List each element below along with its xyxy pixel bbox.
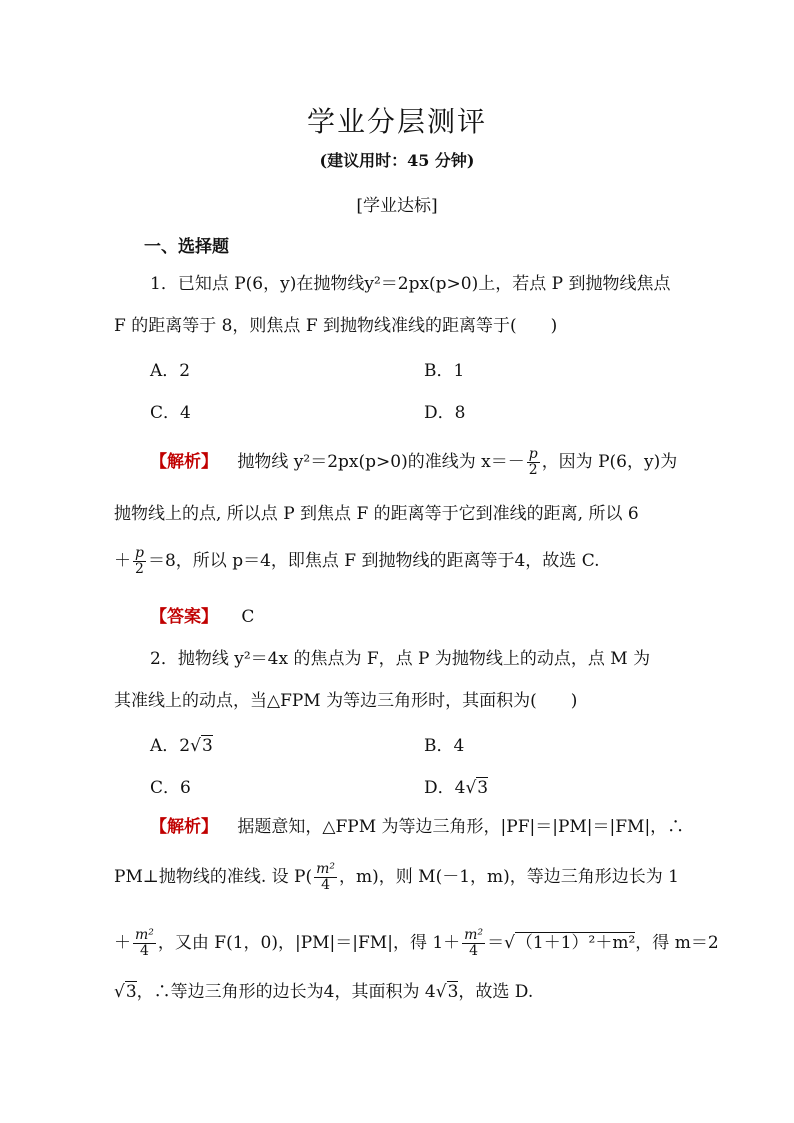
fraction-numerator: m²: [135, 927, 154, 943]
radicand: 3: [447, 982, 459, 1002]
analysis-label: 【解析】: [150, 817, 218, 837]
fraction: [462, 928, 485, 959]
analysis-label: 【解析】: [150, 452, 218, 472]
sqrt: √3: [190, 736, 213, 756]
q2-analysis-text: 据题意知，△FPM 为等边三角形，|PF|＝|PM|＝|FM|，∴: [237, 817, 685, 837]
fraction: [133, 546, 146, 577]
q1-option-c: C．4: [150, 403, 191, 423]
q2-analysis-line2: [114, 862, 679, 893]
q2-analysis-line4: [114, 980, 533, 1004]
q2-option-d: [424, 773, 488, 798]
answer-label: 【答案】: [150, 607, 218, 627]
q2-analysis-text: PM⊥抛物线的准线. 设 P(: [114, 867, 313, 887]
q2-analysis-line1: [150, 815, 684, 839]
q1-analysis-text: 抛物线 y²＝2px(p>0)的准线为 x＝－: [237, 452, 525, 472]
q1-analysis-text: ，因为 P(6，y)为: [541, 452, 678, 472]
q2-analysis-text: ＋: [114, 933, 131, 953]
q1-analysis-text: ＝8，所以 p＝4，即焦点 F 到抛物线的距离等于4，故选 C.: [147, 551, 600, 571]
q1-analysis-line1: [150, 447, 677, 478]
q2-analysis-text: ，又由 F(1，0)，|PM|＝|FM|，得 1＋: [157, 933, 461, 953]
q1-analysis-line3: [114, 546, 600, 577]
q2-analysis-text: ，故选 D.: [458, 982, 534, 1002]
q2-analysis-text: ＝: [487, 933, 505, 953]
fraction-numerator: p: [528, 446, 538, 462]
q2-option-a: [150, 731, 213, 756]
q1-analysis-text: ＋: [114, 551, 131, 571]
q2-option-c: C．6: [150, 778, 191, 798]
sqrt: √3: [435, 982, 459, 1002]
fraction-denominator: 4: [139, 943, 149, 959]
q2-option-b: B．4: [424, 736, 465, 756]
q2-analysis-text: ，得 m＝2: [635, 933, 719, 953]
fraction-numerator: m²: [316, 861, 336, 877]
answer-value: C: [241, 607, 255, 627]
q2-analysis-text: ，m)，则 M(－1，m)，等边三角形边长为 1: [339, 867, 679, 887]
fraction-denominator: 4: [321, 877, 331, 893]
sqrt: √3: [114, 982, 137, 1002]
q2-analysis-line3: [114, 928, 719, 959]
suggested-time: (建议用时：45 分钟): [319, 151, 475, 170]
page-title: 学业分层测评: [306, 105, 487, 138]
q1-stem-line2: F 的距离等于 8，则焦点 F 到抛物线准线的距离等于( ): [114, 316, 558, 336]
section-tag: [学业达标]: [356, 196, 438, 216]
option-text: A．2: [150, 736, 191, 756]
sqrt: √（1＋1）²＋m²: [504, 933, 636, 953]
fraction-denominator: 4: [469, 943, 479, 959]
q2-stem-line2: 其准线上的动点，当△FPM 为等边三角形时，其面积为( ): [114, 691, 578, 711]
option-text: D．4: [424, 778, 466, 798]
radicand: 3: [477, 778, 489, 798]
fraction: [314, 862, 337, 893]
sqrt: √3: [465, 778, 489, 798]
radicand: 3: [201, 736, 213, 756]
q1-option-a: A．2: [150, 361, 191, 381]
fraction-numerator: p: [135, 545, 144, 561]
q1-analysis-line2: 抛物线上的点, 所以点 P 到焦点 F 的距离等于它到准线的距离, 所以 6: [114, 504, 639, 524]
fraction-denominator: 2: [135, 561, 144, 577]
fraction: [133, 928, 156, 959]
q1-stem-line1: 1．已知点 P(6，y)在抛物线y²＝2px(p>0)上，若点 P 到抛物线焦点: [150, 274, 671, 294]
fraction: [527, 447, 540, 478]
q2-stem-line1: 2．抛物线 y²＝4x 的焦点为 F，点 P 为抛物线上的动点，点 M 为: [150, 649, 651, 669]
fraction-numerator: m²: [464, 927, 484, 943]
q1-option-b: B．1: [424, 361, 465, 381]
section-heading: 一、选择题: [144, 237, 229, 257]
q2-analysis-text: ，∴等边三角形的边长为4，其面积为 4: [136, 982, 436, 1002]
radicand: 3: [125, 982, 137, 1002]
q1-option-d: D．8: [424, 403, 466, 423]
q1-answer: [150, 605, 254, 629]
fraction-denominator: 2: [528, 462, 538, 478]
radicand: （1＋1）²＋m²: [515, 933, 636, 953]
